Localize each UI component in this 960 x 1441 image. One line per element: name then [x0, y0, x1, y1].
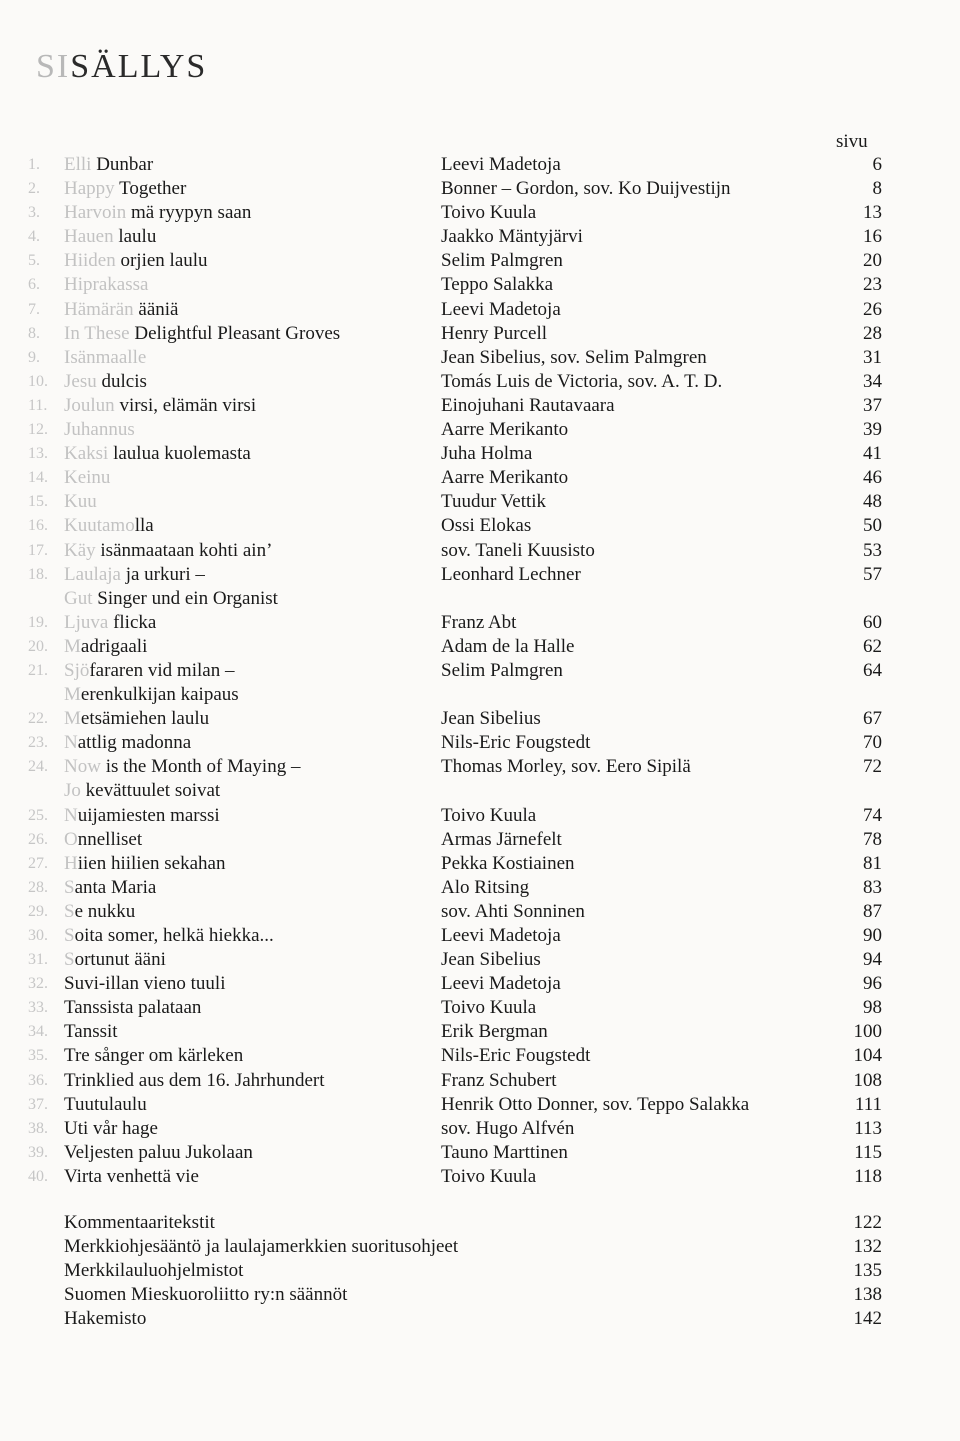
song-title-faded: H — [64, 852, 78, 874]
song-title — [64, 611, 156, 635]
composer: Tomás Luis de Victoria, sov. A. T. D. — [441, 370, 723, 392]
song-title-text: anta Maria — [74, 876, 157, 898]
page-number: 23 — [863, 274, 882, 296]
composer: Nils-Eric Fougstedt — [441, 732, 591, 754]
entry-number: 5. — [28, 252, 40, 270]
song-title-text: virsi, elämän virsi — [114, 394, 257, 416]
entry-number: 9. — [28, 348, 40, 366]
entry-number: 26. — [28, 830, 48, 848]
toc-row — [0, 1069, 960, 1093]
entry-number: 1. — [28, 156, 40, 173]
page-number: 67 — [863, 708, 882, 730]
page-number: 100 — [853, 1021, 882, 1043]
toc-row — [0, 1165, 960, 1189]
toc-row — [0, 370, 960, 394]
composer: Toivo Kuula — [441, 997, 537, 1019]
song-title-text: Suvi-illan vieno tuuli — [64, 973, 226, 995]
toc-row — [0, 1020, 960, 1044]
toc-row — [0, 707, 960, 731]
page-number: 53 — [863, 539, 882, 561]
page-number: 81 — [863, 852, 882, 874]
entry-number: 25. — [28, 806, 48, 824]
song-title — [64, 1069, 325, 1093]
song-title — [64, 273, 148, 297]
song-title — [64, 635, 147, 659]
toc-row — [0, 683, 960, 707]
page-number: 48 — [863, 491, 882, 513]
song-title-faded: S — [64, 900, 75, 922]
song-title-faded: N — [64, 804, 78, 826]
song-title-text: laulu — [113, 226, 157, 248]
song-title-text: Tuutulaulu — [64, 1093, 147, 1115]
toc-row — [0, 249, 960, 273]
song-title-text: Tanssista palataan — [64, 997, 202, 1019]
song-title — [64, 249, 208, 273]
song-title — [64, 659, 234, 683]
song-title — [64, 876, 156, 900]
song-title-faded: Harvoin — [64, 202, 127, 224]
entry-number: 20. — [28, 637, 48, 655]
song-title-text: fararen vid milan – — [89, 659, 235, 681]
composer: Adam de la Halle — [441, 635, 575, 657]
song-title — [64, 1093, 147, 1117]
song-title-text: nnelliset — [77, 828, 143, 850]
composer: Teppo Salakka — [441, 274, 554, 296]
appendix-label: Merkkiohjesääntö ja laulajamerkkien suoritusohjeet — [64, 1236, 459, 1258]
song-title-faded: Juhannus — [64, 419, 135, 441]
song-title-faded: Keinu — [64, 467, 111, 489]
page-number: 104 — [853, 1045, 882, 1067]
song-title-faded: Jesu — [64, 370, 97, 392]
page-number: 62 — [863, 635, 882, 657]
page-number: 57 — [863, 563, 882, 585]
toc-row — [0, 322, 960, 346]
song-title-text: mä ryypyn saan — [126, 202, 252, 224]
toc-row — [0, 924, 960, 948]
song-title — [64, 177, 186, 201]
song-title — [64, 972, 226, 996]
song-title — [64, 683, 239, 707]
toc-row — [0, 563, 960, 587]
entry-number: 10. — [28, 372, 48, 390]
page-number: 113 — [854, 1117, 882, 1139]
song-title-faded: Now — [64, 756, 101, 778]
song-title-text: isänmaataan kohti ain’ — [95, 539, 273, 561]
song-title — [64, 322, 340, 346]
song-title-text: Trinklied aus dem 16. Jahrhundert — [64, 1069, 325, 1091]
song-title-text: ja urkuri – — [120, 563, 205, 585]
entry-number: 6. — [28, 276, 40, 294]
entry-number: 24. — [28, 758, 48, 776]
toc-row — [0, 635, 960, 659]
toc-list — [0, 153, 960, 1189]
song-title-text: Virta venhettä vie — [64, 1165, 199, 1187]
song-title-text: orjien laulu — [115, 250, 208, 272]
page-number: 34 — [863, 370, 882, 392]
song-title-faded: Isänmaalle — [64, 346, 147, 368]
song-title — [64, 442, 251, 466]
page-number: 64 — [863, 659, 882, 681]
song-title — [64, 1117, 158, 1141]
composer: Toivo Kuula — [441, 804, 537, 826]
composer: Jean Sibelius, sov. Selim Palmgren — [441, 346, 707, 368]
song-title — [64, 1165, 199, 1189]
entry-number: 38. — [28, 1119, 48, 1137]
song-title-text: Delightful Pleasant Groves — [129, 322, 341, 344]
song-title — [64, 900, 135, 924]
entry-number: 28. — [28, 878, 48, 896]
appendix-row — [0, 1235, 960, 1259]
song-title — [64, 587, 278, 611]
composer: Aarre Merikanto — [441, 419, 569, 441]
song-title — [64, 852, 225, 876]
song-title — [64, 563, 205, 587]
appendix-row — [0, 1259, 960, 1283]
page-number: 26 — [863, 298, 882, 320]
page-number: 60 — [863, 611, 882, 633]
composer: Einojuhani Rautavaara — [441, 394, 615, 416]
song-title — [64, 924, 274, 948]
song-title — [64, 539, 272, 563]
page-title — [36, 48, 207, 86]
entry-number: 23. — [28, 734, 48, 752]
song-title-text: dulcis — [96, 370, 147, 392]
toc-row — [0, 346, 960, 370]
song-title-text: is the Month of Maying – — [100, 756, 301, 778]
song-title-faded: S — [64, 949, 75, 971]
song-title — [64, 707, 209, 731]
song-title-text: lla — [134, 515, 154, 537]
page-number: 108 — [853, 1069, 882, 1091]
song-title-faded: Hiiden — [64, 250, 116, 272]
song-title-text: Veljesten paluu Jukolaan — [64, 1141, 253, 1163]
entry-number: 15. — [28, 493, 48, 511]
song-title — [64, 804, 220, 828]
page-number: 90 — [863, 925, 882, 946]
entry-number: 40. — [28, 1167, 48, 1185]
song-title-faded: Gut — [64, 587, 93, 609]
song-title-text: Tanssit — [64, 1021, 118, 1043]
song-title-text: e nukku — [74, 900, 136, 922]
song-title — [64, 418, 135, 442]
song-title — [64, 1044, 243, 1068]
toc-row — [0, 587, 960, 611]
song-title — [64, 298, 178, 322]
composer: Henry Purcell — [441, 322, 548, 344]
song-title-faded: In These — [64, 322, 130, 344]
toc-row — [0, 177, 960, 201]
song-title-faded: Elli — [64, 154, 92, 175]
song-title-faded: Hämärän — [64, 298, 134, 320]
page-number: 115 — [854, 1141, 882, 1163]
song-title-faded: Hiprakassa — [64, 274, 149, 296]
toc-row — [0, 948, 960, 972]
composer: Leevi Madetoja — [441, 973, 561, 995]
song-title-text: laulua kuolemasta — [108, 443, 251, 465]
page-column-header: sivu — [836, 131, 868, 152]
page-number: 50 — [863, 515, 882, 537]
entry-number: 13. — [28, 445, 48, 463]
song-title — [64, 370, 147, 394]
composer: Pekka Kostiainen — [441, 852, 575, 874]
song-title-text: kevättuulet soivat — [80, 780, 221, 802]
entry-number: 29. — [28, 902, 48, 920]
toc-row — [0, 611, 960, 635]
entry-number: 36. — [28, 1071, 48, 1089]
toc-row — [0, 900, 960, 924]
page-number: 78 — [863, 828, 882, 850]
composer: Henrik Otto Donner, sov. Teppo Salakka — [441, 1093, 750, 1115]
song-title-text: Singer und ein Organist — [92, 587, 278, 609]
entry-number: 34. — [28, 1023, 48, 1041]
song-title-text: adrigaali — [80, 635, 148, 657]
page-number: 98 — [863, 997, 882, 1019]
toc-row — [0, 659, 960, 683]
song-title — [64, 225, 156, 249]
composer: Aarre Merikanto — [441, 467, 569, 489]
toc-row — [0, 225, 960, 249]
appendix-row — [0, 1283, 960, 1307]
toc-row — [0, 273, 960, 297]
toc-row — [0, 394, 960, 418]
page-number: 37 — [863, 394, 882, 416]
composer: Bonner – Gordon, sov. Ko Duijvestijn — [441, 178, 731, 200]
song-title-text: ortunut ääni — [74, 949, 166, 971]
song-title — [64, 201, 251, 225]
page-number: 135 — [853, 1260, 882, 1282]
toc-row — [0, 539, 960, 563]
entry-number: 3. — [28, 204, 40, 222]
song-title-faded: Sjö — [64, 659, 90, 681]
page-number: 74 — [863, 804, 882, 826]
page-number: 96 — [863, 973, 882, 995]
entry-number: 32. — [28, 975, 48, 993]
page-number: 83 — [863, 876, 882, 898]
entry-number: 33. — [28, 999, 48, 1017]
toc-row — [0, 731, 960, 755]
song-title-text: uijamiesten marssi — [77, 804, 220, 826]
entry-number: 22. — [28, 710, 48, 728]
song-title-faded: Ljuva — [64, 611, 109, 633]
appendix-row — [0, 1211, 960, 1235]
composer: Erik Bergman — [441, 1021, 548, 1043]
song-title — [64, 948, 166, 972]
song-title-faded: Kuutamo — [64, 515, 135, 537]
entry-number: 21. — [28, 661, 48, 679]
song-title-text: Uti vår hage — [64, 1117, 158, 1139]
page-number: 70 — [863, 732, 882, 754]
composer: Thomas Morley, sov. Eero Sipilä — [441, 756, 691, 778]
song-title-text: Together — [114, 178, 187, 200]
composer: sov. Taneli Kuusisto — [441, 539, 595, 561]
entry-number: 11. — [28, 396, 48, 414]
song-title-text: attlig madonna — [77, 732, 192, 754]
page-number: 142 — [853, 1308, 882, 1330]
appendix-label: Suomen Mieskuoroliitto ry:n säännöt — [64, 1284, 348, 1306]
song-title-text: iien hiilien sekahan — [77, 852, 226, 874]
song-title — [64, 996, 201, 1020]
entry-number: 39. — [28, 1143, 48, 1161]
song-title-faded: Hauen — [64, 226, 114, 248]
composer: Jean Sibelius — [441, 949, 541, 971]
toc-row — [0, 442, 960, 466]
composer: Tuudur Vettik — [441, 491, 547, 513]
page-number: 39 — [863, 419, 882, 441]
composer: Toivo Kuula — [441, 202, 537, 224]
page-number: 13 — [863, 202, 882, 224]
page-number: 132 — [853, 1236, 882, 1258]
appendix-label: Kommentaaritekstit — [64, 1212, 215, 1233]
song-title — [64, 1141, 253, 1165]
appendix-label: Merkkilauluohjelmistot — [64, 1260, 244, 1282]
entry-number: 35. — [28, 1047, 48, 1065]
composer: sov. Ahti Sonninen — [441, 900, 585, 922]
song-title-text: ääniä — [133, 298, 179, 320]
page-number: 8 — [872, 178, 882, 200]
toc-row — [0, 755, 960, 779]
composer: Armas Järnefelt — [441, 828, 562, 850]
toc-row — [0, 828, 960, 852]
toc-row — [0, 1093, 960, 1117]
page-number: 94 — [863, 949, 882, 971]
song-title-faded: M — [64, 635, 81, 657]
title-text: SÄLLYS — [70, 48, 208, 85]
toc-row — [0, 153, 960, 177]
song-title-faded: Kaksi — [64, 443, 109, 465]
toc-row — [0, 466, 960, 490]
entry-number: 37. — [28, 1095, 48, 1113]
entry-number: 4. — [28, 228, 40, 246]
entry-number: 2. — [28, 180, 40, 198]
toc-row — [0, 804, 960, 828]
composer: Leevi Madetoja — [441, 925, 561, 946]
composer: Ossi Elokas — [441, 515, 532, 537]
composer: Jean Sibelius — [441, 708, 541, 730]
entry-number: 17. — [28, 541, 48, 559]
song-title-faded: Happy — [64, 178, 115, 200]
entry-number: 14. — [28, 469, 48, 487]
song-title-faded: Joulun — [64, 394, 115, 416]
toc-row — [0, 972, 960, 996]
page-number: 72 — [863, 756, 882, 778]
page-number: 87 — [863, 900, 882, 922]
title-faded: SI — [36, 48, 71, 85]
page-number: 31 — [863, 346, 882, 368]
song-title-text: flicka — [108, 611, 157, 633]
song-title-text: erenkulkijan kaipaus — [80, 684, 239, 706]
entry-number: 7. — [28, 300, 40, 318]
entry-number: 30. — [28, 927, 48, 944]
song-title-faded: Kuu — [64, 491, 97, 513]
page-number: 122 — [853, 1212, 882, 1233]
song-title — [64, 828, 142, 852]
entry-number: 18. — [28, 565, 48, 583]
toc-row — [0, 514, 960, 538]
song-title — [64, 394, 256, 418]
toc-row — [0, 490, 960, 514]
entry-number: 27. — [28, 854, 48, 872]
toc-row — [0, 1141, 960, 1165]
toc-row — [0, 201, 960, 225]
song-title-faded: N — [64, 732, 78, 754]
page-number: 111 — [854, 1093, 882, 1115]
song-title-faded: Jo — [64, 780, 81, 802]
page-number: 138 — [853, 1284, 882, 1306]
composer: Leonhard Lechner — [441, 563, 581, 585]
page-number: 28 — [863, 322, 882, 344]
song-title-faded: Käy — [64, 539, 96, 561]
appendix-list — [0, 1211, 960, 1331]
entry-number: 19. — [28, 613, 48, 631]
page-number: 6 — [872, 154, 882, 175]
page-number: 118 — [854, 1165, 882, 1187]
composer: Selim Palmgren — [441, 250, 563, 272]
page-number: 41 — [863, 443, 882, 465]
song-title — [64, 731, 191, 755]
page-number: 16 — [863, 226, 882, 248]
song-title-faded: S — [64, 876, 75, 898]
toc-row — [0, 1044, 960, 1068]
song-title-text: Tre sånger om kärleken — [64, 1045, 244, 1067]
song-title — [64, 755, 300, 779]
composer: Leevi Madetoja — [441, 298, 561, 320]
composer: Franz Abt — [441, 611, 517, 633]
song-title — [64, 514, 154, 538]
song-title — [64, 1020, 118, 1044]
toc-row — [0, 779, 960, 803]
composer: Juha Holma — [441, 443, 533, 465]
composer: Toivo Kuula — [441, 1165, 537, 1187]
composer: Leevi Madetoja — [441, 154, 561, 175]
entry-number: 12. — [28, 421, 48, 439]
appendix-row — [0, 1307, 960, 1331]
composer: Alo Ritsing — [441, 876, 530, 898]
song-title-faded: M — [64, 684, 81, 706]
page-number: 46 — [863, 467, 882, 489]
toc-row — [0, 876, 960, 900]
toc-row — [0, 852, 960, 876]
entry-number: 16. — [28, 517, 48, 535]
page-number: 20 — [863, 250, 882, 272]
composer: Tauno Marttinen — [441, 1141, 568, 1163]
song-title — [64, 490, 97, 514]
song-title — [64, 779, 220, 803]
entry-number: 8. — [28, 324, 40, 342]
toc-row — [0, 298, 960, 322]
toc-row — [0, 418, 960, 442]
song-title-text: oita somer, helkä hiekka... — [74, 925, 274, 946]
composer: Nils-Eric Fougstedt — [441, 1045, 591, 1067]
song-title-faded: Laulaja — [64, 563, 121, 585]
composer: Jaakko Mäntyjärvi — [441, 226, 583, 248]
song-title — [64, 153, 153, 177]
song-title — [64, 466, 110, 490]
entry-number: 31. — [28, 951, 48, 969]
song-title-text: etsämiehen laulu — [80, 708, 210, 730]
toc-row — [0, 1117, 960, 1141]
composer: sov. Hugo Alfvén — [441, 1117, 575, 1139]
toc-row — [0, 996, 960, 1020]
composer: Selim Palmgren — [441, 659, 563, 681]
song-title-faded: M — [64, 708, 81, 730]
song-title-text: Dunbar — [91, 154, 154, 175]
song-title-faded: O — [64, 828, 78, 850]
composer: Franz Schubert — [441, 1069, 557, 1091]
song-title — [64, 346, 146, 370]
appendix-label: Hakemisto — [64, 1308, 147, 1330]
song-title-faded: S — [64, 925, 75, 946]
